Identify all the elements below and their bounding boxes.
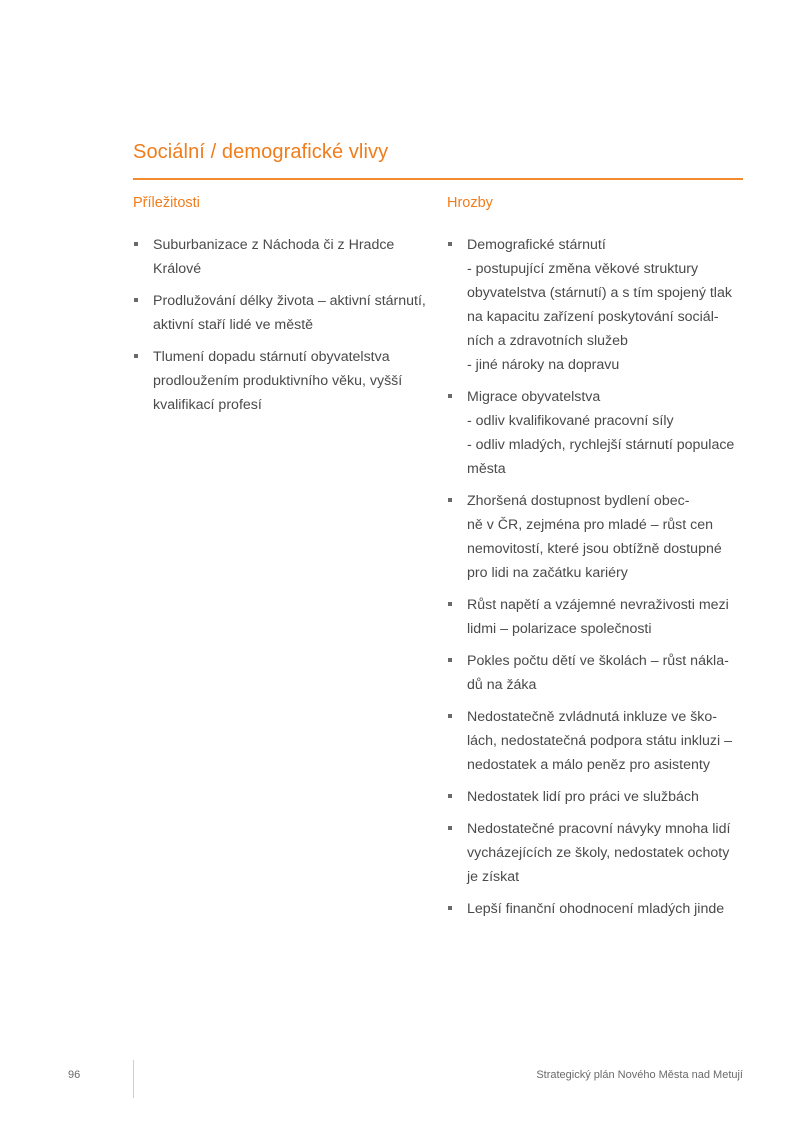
list-item-text-line: Nedostatek lidí pro práci ve službách bbox=[467, 789, 699, 805]
list-item-text-line: dů na žáka bbox=[467, 677, 537, 693]
threats-column bbox=[447, 193, 747, 929]
list-item-text-line: Suburbanizace z Náchoda či z Hradce bbox=[153, 237, 395, 253]
opportunities-list bbox=[133, 233, 426, 417]
bullet-icon bbox=[134, 242, 138, 246]
list-item bbox=[447, 649, 747, 697]
list-item-text-line: nemovitostí, které jsou obtížně dostupné bbox=[467, 541, 722, 557]
list-item-text-line: - odliv mladých, rychlejší stárnutí populace bbox=[467, 437, 735, 453]
list-item bbox=[447, 233, 747, 377]
list-item-text-line: na kapacitu zařízení poskytování sociál- bbox=[467, 309, 719, 325]
list-item bbox=[133, 289, 426, 337]
list-item-text-line: Tlumení dopadu stárnutí obyvatelstva bbox=[153, 349, 390, 365]
bullet-icon bbox=[448, 906, 452, 910]
list-item-text-line: nedostatek a málo peněz pro asistenty bbox=[467, 757, 710, 773]
list-item-text-line: lidmi – polarizace společnosti bbox=[467, 621, 652, 637]
section-title: Sociální / demografické vlivy bbox=[133, 141, 389, 163]
list-item bbox=[133, 233, 423, 281]
list-item-text-line: vycházejících ze školy, nedostatek ochoty bbox=[467, 845, 730, 861]
list-item-text-line: Zhoršená dostupnost bydlení obec- bbox=[467, 493, 690, 509]
list-item-text-line: Králové bbox=[153, 261, 202, 277]
bullet-icon bbox=[448, 394, 452, 398]
list-item bbox=[447, 817, 747, 889]
opportunities-heading: Příležitosti bbox=[133, 195, 200, 211]
list-item bbox=[447, 593, 747, 641]
list-item-text-line: ních a zdravotních služeb bbox=[467, 333, 628, 349]
list-item-text-line: Lepší finanční ohodnocení mladých jinde bbox=[467, 901, 725, 917]
title-divider bbox=[133, 178, 743, 180]
list-item-text-line: města bbox=[467, 461, 506, 477]
opportunities-column bbox=[133, 193, 426, 425]
list-item bbox=[447, 385, 747, 481]
list-item-text-line: ně v ČR, zejména pro mladé – růst cen bbox=[467, 517, 714, 533]
bullet-icon bbox=[448, 498, 452, 502]
bullet-icon bbox=[134, 354, 138, 358]
bullet-icon bbox=[448, 794, 452, 798]
bullet-icon bbox=[448, 826, 452, 830]
page-number: 96 bbox=[68, 1069, 81, 1081]
list-item bbox=[447, 785, 747, 809]
list-item-text-line: Nedostatečné pracovní návyky mnoha lidí bbox=[467, 821, 731, 837]
list-item-text-line: Demografické stárnutí bbox=[467, 237, 606, 253]
list-item bbox=[133, 345, 423, 417]
threats-list bbox=[447, 233, 747, 921]
list-item-text-line: Nedostatečně zvládnutá inkluze ve ško- bbox=[467, 709, 717, 725]
footer-document-title: Strategický plán Nového Města nad Metují bbox=[536, 1069, 743, 1081]
list-item-text-line: obyvatelstva (stárnutí) a s tím spojený tlak bbox=[467, 285, 732, 301]
bullet-icon bbox=[448, 714, 452, 718]
bullet-icon bbox=[134, 298, 138, 302]
threats-heading: Hrozby bbox=[447, 195, 493, 211]
list-item-text-line: Prodlužování délky života – aktivní stárnutí, bbox=[153, 293, 426, 309]
footer-divider bbox=[133, 1060, 134, 1098]
list-item-text-line: - odliv kvalifikované pracovní síly bbox=[467, 413, 674, 429]
list-item-text-line: - jiné nároky na dopravu bbox=[467, 357, 620, 373]
list-item-text-line: kvalifikací profesí bbox=[153, 397, 262, 413]
list-item bbox=[447, 897, 747, 921]
list-item-text-line: prodloužením produktivního věku, vyšší bbox=[153, 373, 403, 389]
list-item-text-line: - postupující změna věkové struktury bbox=[467, 261, 699, 277]
list-item-text-line: Pokles počtu dětí ve školách – růst nákla- bbox=[467, 653, 729, 669]
list-item bbox=[447, 705, 747, 777]
bullet-icon bbox=[448, 602, 452, 606]
list-item-text-line: aktivní staří lidé ve městě bbox=[153, 317, 314, 333]
list-item-text-line: je získat bbox=[467, 869, 520, 885]
bullet-icon bbox=[448, 242, 452, 246]
list-item bbox=[447, 489, 747, 585]
list-item-text-line: Růst napětí a vzájemné nevraživosti mezi bbox=[467, 597, 729, 613]
list-item-text-line: lách, nedostatečná podpora státu inkluzi – bbox=[467, 733, 733, 749]
bullet-icon bbox=[448, 658, 452, 662]
list-item-text-line: Migrace obyvatelstva bbox=[467, 389, 601, 405]
list-item-text-line: pro lidi na začátku kariéry bbox=[467, 565, 628, 581]
